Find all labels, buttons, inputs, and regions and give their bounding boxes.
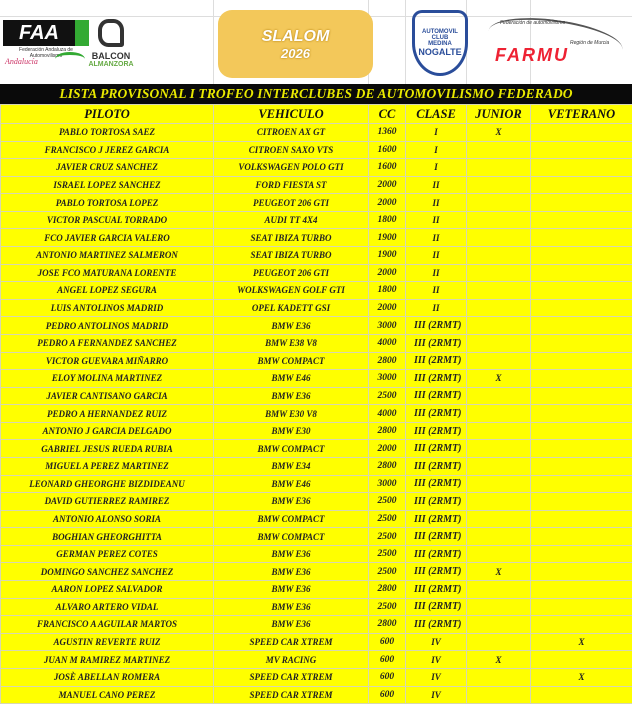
cell-junior: X	[467, 124, 531, 142]
header-row	[1, 105, 632, 124]
cell-vehiculo: MV RACING	[214, 651, 369, 669]
cell-veterano	[531, 651, 632, 669]
cell-veterano	[531, 387, 632, 405]
cell-junior	[467, 159, 531, 177]
table-row	[1, 633, 632, 651]
cell-piloto: DOMINGO SANCHEZ SANCHEZ	[1, 563, 214, 581]
cell-veterano	[531, 352, 632, 370]
cell-clase: III (2RMT)	[406, 334, 467, 352]
cell-vehiculo: BMW E38 V8	[214, 334, 369, 352]
cell-clase: III (2RMT)	[406, 598, 467, 616]
cell-vehiculo: BMW E36	[214, 493, 369, 511]
cell-cc: 4000	[369, 334, 406, 352]
cell-cc: 1360	[369, 124, 406, 142]
cell-cc: 2500	[369, 493, 406, 511]
cell-vehiculo: BMW E36	[214, 616, 369, 634]
table-row	[1, 457, 632, 475]
cell-vehiculo: FORD FIESTA ST	[214, 176, 369, 194]
junta-andalucia-logo	[55, 52, 85, 66]
cell-clase: II	[406, 211, 467, 229]
table-row	[1, 616, 632, 634]
cell-clase: II	[406, 264, 467, 282]
table-row	[1, 141, 632, 159]
cell-clase: III (2RMT)	[406, 387, 467, 405]
cell-piloto: LEONARD GHEORGHE BIZDIDEANU	[1, 475, 214, 493]
cell-veterano	[531, 686, 632, 704]
cell-clase: II	[406, 247, 467, 265]
cell-piloto: VICTOR GUEVARA MIÑARRO	[1, 352, 214, 370]
cell-vehiculo: BMW E30	[214, 422, 369, 440]
cell-cc: 2000	[369, 299, 406, 317]
cell-veterano	[531, 229, 632, 247]
cell-junior	[467, 317, 531, 335]
cell-veterano	[531, 264, 632, 282]
table-row	[1, 334, 632, 352]
table-row	[1, 668, 632, 686]
table-row	[1, 651, 632, 669]
table-row	[1, 124, 632, 142]
cell-piloto: PEDRO ANTOLINOS MADRID	[1, 317, 214, 335]
table-row	[1, 159, 632, 177]
cell-vehiculo: SPEED CAR XTREM	[214, 668, 369, 686]
cell-clase: III (2RMT)	[406, 510, 467, 528]
cell-veterano	[531, 422, 632, 440]
cell-piloto: JOSÈ ABELLAN ROMERA	[1, 668, 214, 686]
cell-piloto: PABLO TORTOSA LOPEZ	[1, 194, 214, 212]
table-row	[1, 405, 632, 423]
cell-cc: 2000	[369, 264, 406, 282]
cell-clase: III (2RMT)	[406, 545, 467, 563]
cell-piloto: PABLO TORTOSA SAEZ	[1, 124, 214, 142]
table-row	[1, 229, 632, 247]
cell-vehiculo: SPEED CAR XTREM	[214, 686, 369, 704]
table-row	[1, 370, 632, 388]
cell-junior	[467, 352, 531, 370]
cell-piloto: JOSE FCO MATURANA LORENTE	[1, 264, 214, 282]
cell-junior	[467, 405, 531, 423]
balcon-text: BALCON	[91, 50, 131, 61]
cell-cc: 2500	[369, 598, 406, 616]
cell-junior	[467, 299, 531, 317]
cell-piloto: FCO JAVIER GARCIA VALERO	[1, 229, 214, 247]
cell-junior: X	[467, 563, 531, 581]
cell-vehiculo: CITROEN SAXO VTS	[214, 141, 369, 159]
cell-cc: 2000	[369, 194, 406, 212]
cell-clase: III (2RMT)	[406, 352, 467, 370]
table-row	[1, 422, 632, 440]
cell-vehiculo: BMW E36	[214, 581, 369, 599]
faa-logo-text: FAA	[19, 21, 59, 44]
club-medina-text: MEDINA	[428, 41, 452, 47]
farmu-logo: FARMU	[495, 45, 569, 65]
faa-subtitle: Federación Andaluza de Automovilismo	[19, 47, 73, 59]
cell-cc: 4000	[369, 405, 406, 423]
cell-vehiculo: BMW E46	[214, 475, 369, 493]
cell-junior	[467, 176, 531, 194]
club-text: AUTOMOVIL CLUB	[422, 29, 458, 41]
cell-vehiculo: PEUGEOT 206 GTI	[214, 194, 369, 212]
table-row	[1, 475, 632, 493]
cell-junior	[467, 457, 531, 475]
cell-junior	[467, 194, 531, 212]
cell-clase: II	[406, 299, 467, 317]
automovil-club-medina-nogalte-logo	[412, 10, 468, 76]
cell-cc: 3000	[369, 317, 406, 335]
cell-clase: III (2RMT)	[406, 440, 467, 458]
cell-clase: I	[406, 124, 467, 142]
cell-junior	[467, 493, 531, 511]
cell-piloto: JUAN M RAMIREZ MARTINEZ	[1, 651, 214, 669]
cell-vehiculo: AUDI TT 4X4	[214, 211, 369, 229]
slalom-text: SLALOM	[261, 27, 330, 45]
cell-piloto: BOGHIAN GHEORGHITTA	[1, 528, 214, 546]
cell-piloto: MIGUEL A PEREZ MARTINEZ	[1, 457, 214, 475]
cell-clase: II	[406, 282, 467, 300]
cell-vehiculo: BMW COMPACT	[214, 352, 369, 370]
cell-junior	[467, 387, 531, 405]
cell-cc: 3000	[369, 370, 406, 388]
cell-vehiculo: VOLKSWAGEN POLO GTI	[214, 159, 369, 177]
cell-junior	[467, 229, 531, 247]
cell-clase: III (2RMT)	[406, 457, 467, 475]
cell-cc: 600	[369, 633, 406, 651]
cell-vehiculo: SPEED CAR XTREM	[214, 633, 369, 651]
table-row	[1, 510, 632, 528]
cell-clase: III (2RMT)	[406, 616, 467, 634]
cell-junior: X	[467, 651, 531, 669]
cell-cc: 2500	[369, 545, 406, 563]
header-cc: CC	[369, 105, 406, 124]
table-row	[1, 387, 632, 405]
cell-veterano	[531, 616, 632, 634]
table-row	[1, 211, 632, 229]
cell-piloto: AGUSTIN REVERTE RUIZ	[1, 633, 214, 651]
cell-piloto: FRANCISCO A AGUILAR MARTOS	[1, 616, 214, 634]
cell-cc: 1800	[369, 211, 406, 229]
cell-cc: 3000	[369, 475, 406, 493]
cell-vehiculo: BMW COMPACT	[214, 510, 369, 528]
cell-vehiculo: PEUGEOT 206 GTI	[214, 264, 369, 282]
cell-clase: IV	[406, 633, 467, 651]
cell-junior	[467, 422, 531, 440]
cell-veterano	[531, 159, 632, 177]
faa-logo	[3, 20, 89, 46]
table-row	[1, 563, 632, 581]
table-row	[1, 581, 632, 599]
cell-cc: 2800	[369, 581, 406, 599]
cell-clase: III (2RMT)	[406, 475, 467, 493]
table-row	[1, 317, 632, 335]
table-row	[1, 194, 632, 212]
table-row	[1, 176, 632, 194]
cell-junior	[467, 247, 531, 265]
table-row	[1, 352, 632, 370]
cell-clase: III (2RMT)	[406, 422, 467, 440]
cell-clase: IV	[406, 651, 467, 669]
slalom-year: 2026	[281, 45, 310, 61]
entry-list-table	[0, 104, 632, 704]
cell-vehiculo: BMW COMPACT	[214, 440, 369, 458]
cell-cc: 2500	[369, 528, 406, 546]
cell-vehiculo: SEAT IBIZA TURBO	[214, 229, 369, 247]
cell-piloto: ALVARO ARTERO VIDAL	[1, 598, 214, 616]
cell-cc: 600	[369, 668, 406, 686]
cell-cc: 2800	[369, 457, 406, 475]
cell-veterano	[531, 457, 632, 475]
cell-junior	[467, 545, 531, 563]
cell-junior	[467, 668, 531, 686]
cell-vehiculo: BMW E36	[214, 317, 369, 335]
cell-vehiculo: BMW E46	[214, 370, 369, 388]
cell-veterano	[531, 510, 632, 528]
cell-junior	[467, 633, 531, 651]
cell-veterano	[531, 528, 632, 546]
header-piloto: PILOTO	[1, 105, 214, 124]
cell-clase: III (2RMT)	[406, 493, 467, 511]
farmu-top-text: Federación de automovilismo	[500, 20, 566, 26]
cell-clase: IV	[406, 686, 467, 704]
cell-junior	[467, 598, 531, 616]
table-row	[1, 247, 632, 265]
cell-piloto: ELOY MOLINA MARTINEZ	[1, 370, 214, 388]
cell-veterano: X	[531, 668, 632, 686]
cell-veterano	[531, 282, 632, 300]
tree-icon	[98, 19, 124, 47]
cell-clase: I	[406, 141, 467, 159]
cell-junior	[467, 616, 531, 634]
cell-cc: 2500	[369, 563, 406, 581]
cell-cc: 2500	[369, 510, 406, 528]
cell-piloto: ANTONIO J GARCIA DELGADO	[1, 422, 214, 440]
cell-veterano	[531, 176, 632, 194]
cell-piloto: FRANCISCO J JEREZ GARCIA	[1, 141, 214, 159]
cell-veterano	[531, 211, 632, 229]
cell-junior	[467, 440, 531, 458]
cell-cc: 2500	[369, 387, 406, 405]
cell-junior: X	[467, 370, 531, 388]
cell-piloto: MANUEL CANO PEREZ	[1, 686, 214, 704]
cell-cc: 1600	[369, 159, 406, 177]
cell-cc: 1900	[369, 247, 406, 265]
cell-junior	[467, 686, 531, 704]
table-row	[1, 282, 632, 300]
list-title: LISTA PROVISONAL I TROFEO INTERCLUBES DE AUTOMOVILISMO FEDERADO	[0, 84, 632, 104]
cell-piloto: ANGEL LOPEZ SEGURA	[1, 282, 214, 300]
table-row	[1, 528, 632, 546]
cell-clase: II	[406, 229, 467, 247]
cell-piloto: VICTOR PASCUAL TORRADO	[1, 211, 214, 229]
cell-veterano	[531, 475, 632, 493]
cell-cc: 600	[369, 651, 406, 669]
cell-vehiculo: BMW E36	[214, 387, 369, 405]
cell-piloto: DAVID GUTIERREZ RAMIREZ	[1, 493, 214, 511]
almanzora-text: ALMANZORA	[88, 60, 134, 68]
cell-junior	[467, 528, 531, 546]
sponsor-logos-banner	[0, 0, 632, 84]
cell-junior	[467, 141, 531, 159]
cell-veterano	[531, 370, 632, 388]
cell-junior	[467, 334, 531, 352]
table-row	[1, 545, 632, 563]
table-row	[1, 686, 632, 704]
cell-veterano	[531, 405, 632, 423]
cell-cc: 2000	[369, 176, 406, 194]
slalom-2026-logo	[218, 10, 373, 78]
cell-junior	[467, 282, 531, 300]
cell-veterano	[531, 141, 632, 159]
cell-veterano	[531, 334, 632, 352]
cell-veterano	[531, 440, 632, 458]
table-row	[1, 493, 632, 511]
cell-vehiculo: WOLKSWAGEN GOLF GTI	[214, 282, 369, 300]
cell-cc: 2000	[369, 440, 406, 458]
cell-piloto: AARON LOPEZ SALVADOR	[1, 581, 214, 599]
cell-piloto: PEDRO A HERNANDEZ RUIZ	[1, 405, 214, 423]
cell-junior	[467, 510, 531, 528]
cell-clase: III (2RMT)	[406, 405, 467, 423]
cell-piloto: JAVIER CANTISANO GARCIA	[1, 387, 214, 405]
cell-veterano	[531, 124, 632, 142]
cell-clase: IV	[406, 668, 467, 686]
table-row	[1, 440, 632, 458]
cell-clase: I	[406, 159, 467, 177]
andalucia-logo: Andalucía	[5, 57, 38, 66]
cell-veterano	[531, 581, 632, 599]
table-row	[1, 264, 632, 282]
cell-clase: II	[406, 176, 467, 194]
cell-vehiculo: CITROEN AX GT	[214, 124, 369, 142]
cell-cc: 1600	[369, 141, 406, 159]
cell-piloto: ISRAEL LOPEZ SANCHEZ	[1, 176, 214, 194]
cell-veterano	[531, 598, 632, 616]
cell-veterano	[531, 317, 632, 335]
cell-junior	[467, 211, 531, 229]
farmu-region-text: Región de Murcia	[570, 40, 610, 46]
cell-piloto: LUIS ANTOLINOS MADRID	[1, 299, 214, 317]
cell-vehiculo: BMW E36	[214, 545, 369, 563]
cell-cc: 2800	[369, 352, 406, 370]
cell-cc: 2800	[369, 422, 406, 440]
cell-veterano	[531, 493, 632, 511]
club-nogalte-text: NOGALTE	[418, 47, 462, 57]
cell-veterano	[531, 247, 632, 265]
cell-clase: III (2RMT)	[406, 317, 467, 335]
cell-cc: 2800	[369, 616, 406, 634]
cell-piloto: GERMAN PEREZ COTES	[1, 545, 214, 563]
cell-veterano	[531, 299, 632, 317]
cell-piloto: GABRIEL JESUS RUEDA RUBIA	[1, 440, 214, 458]
header-vehiculo: VEHICULO	[214, 105, 369, 124]
cell-cc: 1900	[369, 229, 406, 247]
cell-veterano	[531, 545, 632, 563]
cell-veterano: X	[531, 633, 632, 651]
cell-vehiculo: SEAT IBIZA TURBO	[214, 247, 369, 265]
header-veterano: VETERANO	[531, 105, 632, 124]
cell-clase: III (2RMT)	[406, 370, 467, 388]
cell-junior	[467, 475, 531, 493]
table-row	[1, 598, 632, 616]
cell-clase: III (2RMT)	[406, 528, 467, 546]
cell-piloto: JAVIER CRUZ SANCHEZ	[1, 159, 214, 177]
balcon-almanzora-logo	[88, 8, 134, 78]
cell-clase: III (2RMT)	[406, 563, 467, 581]
cell-junior	[467, 581, 531, 599]
cell-piloto: PEDRO A FERNANDEZ SANCHEZ	[1, 334, 214, 352]
cell-piloto: ANTONIO ALONSO SORIA	[1, 510, 214, 528]
cell-vehiculo: BMW E36	[214, 563, 369, 581]
cell-vehiculo: OPEL KADETT GSI	[214, 299, 369, 317]
cell-vehiculo: BMW E34	[214, 457, 369, 475]
cell-cc: 600	[369, 686, 406, 704]
cell-junior	[467, 264, 531, 282]
header-junior: JUNIOR	[467, 105, 531, 124]
table-row	[1, 299, 632, 317]
cell-vehiculo: BMW E36	[214, 598, 369, 616]
cell-veterano	[531, 563, 632, 581]
cell-vehiculo: BMW COMPACT	[214, 528, 369, 546]
cell-vehiculo: BMW E30 V8	[214, 405, 369, 423]
cell-veterano	[531, 194, 632, 212]
cell-piloto: ANTONIO MARTINEZ SALMERON	[1, 247, 214, 265]
cell-clase: II	[406, 194, 467, 212]
header-clase: CLASE	[406, 105, 467, 124]
cell-clase: III (2RMT)	[406, 581, 467, 599]
cell-cc: 1800	[369, 282, 406, 300]
